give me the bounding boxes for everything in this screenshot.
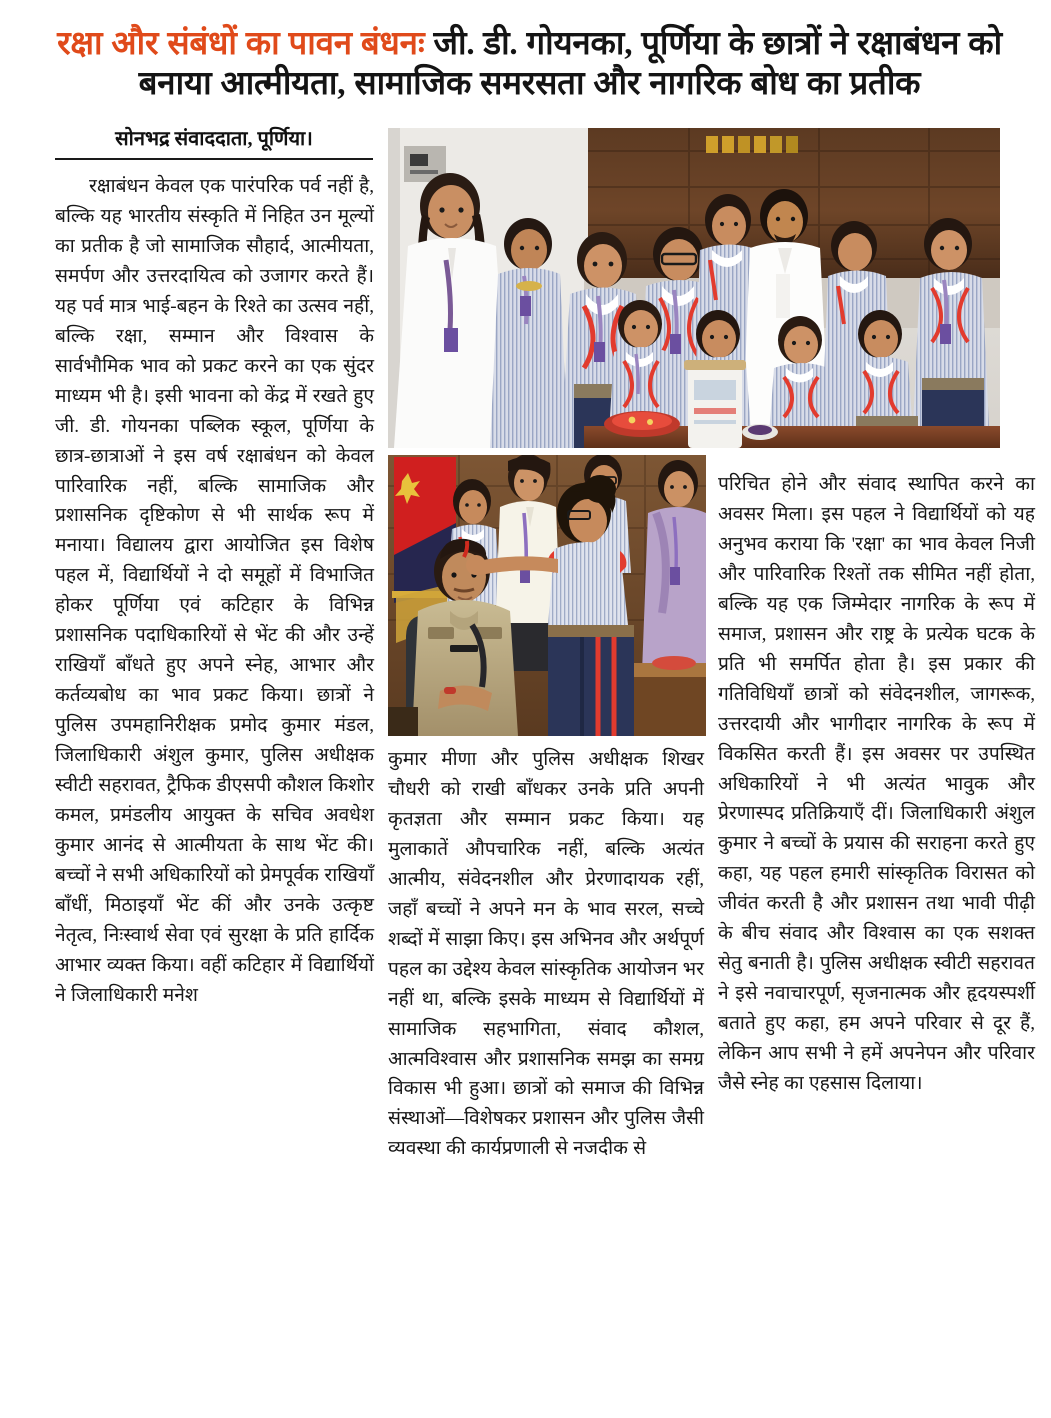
article-column-1 [55,172,374,1011]
column-3-text: परिचित होने और संवाद स्थापित करने का अवसर मिला। इस पहल ने विद्यार्थियों को यह अनुभव कराया कि 'रक्षा' का भाव केवल निजी और पारिवारिक रिश्तों तक सीमित नहीं होता, बल्कि यह एक जिम्मेदार नागरिक के रूप में समाज, प्रशासन और राष्ट्र के प्रत्येक घटक के प्रति भी समर्पित होता है। इस प्रकार की गतिविधियाँ छात्रों को संवेदनशील, जागरूक, उत्तरदायी और भागीदार नागरिक के रूप में विकसित करती हैं। इस अवसर पर उपस्थित अधिकारियों ने भी अत्यंत भावुक और प्रेरणास्पद प्रतिक्रियाएँ दीं। जिलाधिकारी अंशुल कुमार ने बच्चों के प्रयास की सराहना करते हुए कहा, यह पहल हमारी सांस्कृतिक विरासत को जीवंत करती है और प्रशासन तथा भावी पीढ़ी के बीच संवाद और विश्वास का एक सशक्त सेतु बनाती है। पुलिस अधीक्षक स्वीटी सहरावत ने इसे नवाचारपूर्ण, सृजनात्मक और हृदयस्पर्शी बताते हुए कहा, हम अपने परिवार से दूर हैं, लेकिन आप सभी ने हमें अपनेपन और परिवार जैसे स्नेह का एहसास दिलाया। [718,474,1035,1095]
byline-text: सोनभद्र संवाददाता, पूर्णिया। [115,128,313,150]
gift-bouquet [684,360,746,448]
byline-block [55,127,373,160]
rakhi-thali [604,411,680,437]
byline-divider [55,158,373,160]
article-column-2 [388,745,704,1164]
headline-main: जी. डी. गोयनका, पूर्णिया के छात्रों ने रक्षाबंधन को बनाया आत्मीयता, सामाजिक समरसता और नागरिक बोध का प्रतीक [138,26,1002,103]
article-column-3 [718,470,1035,1099]
photo-group-students-officials [388,128,1000,448]
photo-group-illustration [388,128,1000,448]
page-headline [42,24,1017,105]
photo-tilak-ceremony [388,455,706,736]
column-2-text: कुमार मीणा और पुलिस अधीक्षक शिखर चौधरी को राखी बाँधकर उनके प्रति अपनी कृतज्ञता और सम्मान प्रकट किया। यह मुलाकातें औपचारिक नहीं, बल्कि अत्यंत आत्मीय, संवेदनशील और प्रेरणादायक रहीं, जहाँ बच्चों ने अपने मन के भाव सरल, सच्चे शब्दों में साझा किए। इस अभिनव और अर्थपूर्ण पहल का उद्देश्य केवल सांस्कृतिक आयोजन भर नहीं था, बल्कि इसके माध्यम से विद्यार्थियों में सामाजिक सहभागिता, संवाद कौशल, आत्मविश्वास और प्रशासनिक समझ का समग्र विकास भी हुआ। छात्रों को समाज की विभिन्न संस्थाओं—विशेषकर प्रशासन और पुलिस जैसी व्यवस्था की कार्यप्रणाली से नजदीक से [388,749,704,1160]
name-badge [450,645,478,652]
rakhi-on-wrist [444,687,456,694]
headline-kicker: रक्षा और संबंधों का पावन बंधनः [57,26,425,62]
photo-tilak-illustration [388,455,706,736]
column-1-text: रक्षाबंधन केवल एक पारंपरिक पर्व नहीं है, बल्कि यह भारतीय संस्कृति में निहित उन मूल्यों का प्रतीक है जो सामाजिक सौहार्द, आत्मीयता, समर्पण और उत्तरदायित्व को उजागर करते हैं। यह पर्व मात्र भाई-बहन के रिश्ते का उत्सव नहीं, बल्कि रक्षा, सम्मान और विश्वास के सार्वभौमिक भाव को प्रकट करने का एक सुंदर माध्यम भी है। इसी भावना को केंद्र में रखते हुए जी. डी. गोयनका पब्लिक स्कूल, पूर्णिया के छात्र-छात्राओं ने इस वर्ष रक्षाबंधन को केवल पारिवारिक नहीं, बल्कि सामाजिक और प्रशासनिक दृष्टिकोण से भी सार्थक रूप में मनाया। विद्यालय द्वारा आयोजित इस विशेष पहल में, विद्यार्थियों ने दो समूहों में विभाजित होकर पूर्णिया एवं कटिहार के विभिन्न प्रशासनिक पदाधिकारियों से भेंट की और उन्हें राखियाँ बाँधते हुए अपने स्नेह, आभार और कर्तव्यबोध का भाव प्रकट किया। छात्रों ने पुलिस उपमहानिरीक्षक प्रमोद कुमार मंडल, जिलाधिकारी अंशुल कुमार, पुलिस अधीक्षक स्वीटी सहरावत, ट्रैफिक डीएसपी कौशल किशोर कमल, प्रमंडलीय आयुक्त के सचिव अवधेश कुमार आनंद से आत्मीयता के साथ भेंट की। बच्चों ने सभी अधिकारियों को प्रेमपूर्वक राखियाँ बाँधीं, मिठाइयाँ भेंट कीं और उनके उत्कृष्ट नेतृत्व, निःस्वार्थ सेवा एवं सुरक्षा के प्रति हार्दिक आभार व्यक्त किया। वहीं कटिहार में विद्यार्थियों ने जिलाधिकारी मनेश [55,176,374,1006]
